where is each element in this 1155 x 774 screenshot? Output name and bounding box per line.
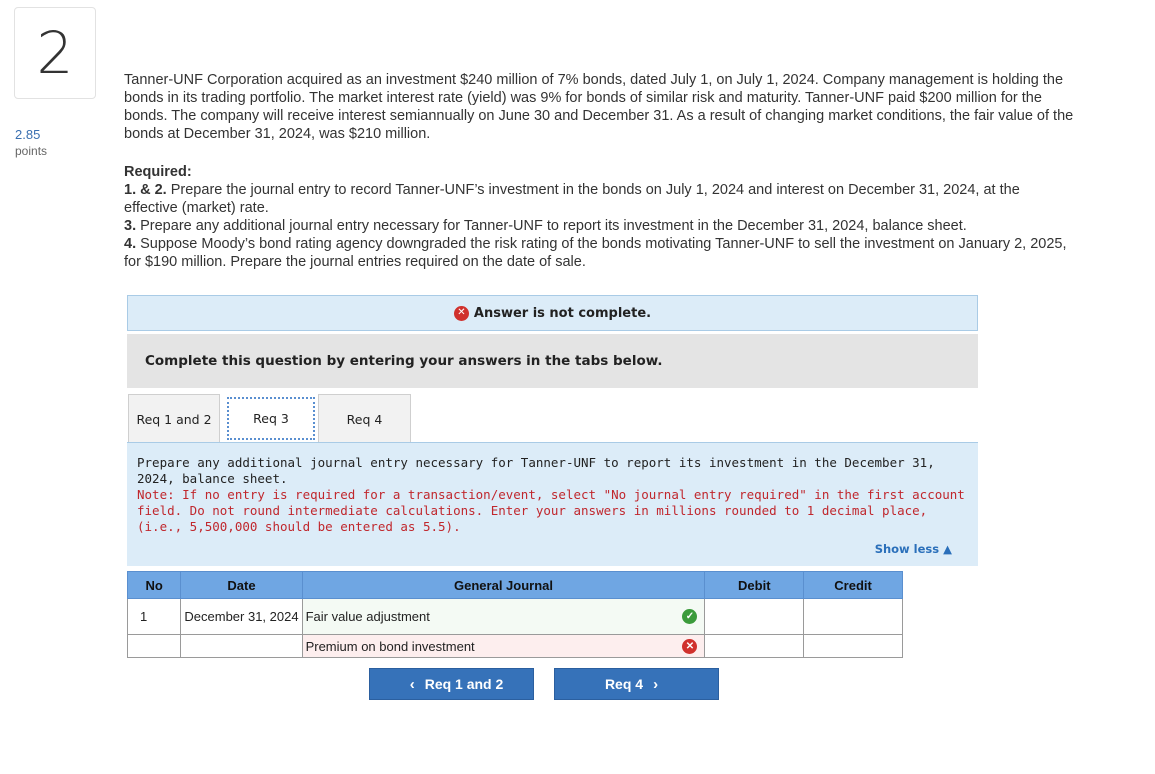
account-select[interactable]	[302, 599, 705, 635]
debit-input[interactable]	[705, 635, 804, 658]
col-header-debit: Debit	[705, 572, 804, 599]
required-item-text: Suppose Moody’s bond rating agency downgraded the risk rating of the bonds motivating Tanner-UNF to sell the investment on January 2, 2025, for $190 million. Prepare the journal entries required on the date of sale.	[124, 236, 1067, 270]
required-item	[124, 181, 1074, 217]
account-select[interactable]	[302, 635, 705, 658]
required-item-number: 3.	[124, 218, 137, 234]
chevron-left-icon: ‹	[409, 675, 415, 693]
prev-req-button[interactable]	[369, 668, 534, 700]
debit-input[interactable]	[705, 599, 804, 635]
tab-req-4[interactable]: Req 4	[318, 394, 411, 443]
col-header-credit: Credit	[804, 572, 903, 599]
next-req-label: Req 4	[604, 676, 644, 692]
credit-input[interactable]	[804, 599, 903, 635]
points-label: points	[15, 144, 48, 158]
question-content	[124, 71, 1074, 271]
triangle-up-icon: ▲	[943, 542, 952, 556]
required-item-text: Prepare any additional journal entry necessary for Tanner-UNF to report its investment in the December 31, 2024, balance sheet.	[136, 218, 967, 234]
show-less-link[interactable]	[875, 541, 952, 557]
answer-status-text: Answer is not complete.	[473, 305, 652, 321]
required-section	[124, 163, 1074, 271]
tab-req-3-label: Req 3	[253, 411, 289, 426]
prev-req-label: Req 1 and 2	[424, 676, 504, 692]
date-cell	[181, 635, 302, 658]
col-header-general-journal: General Journal	[302, 572, 705, 599]
check-icon: ✓	[682, 609, 697, 624]
cell-no	[128, 635, 181, 658]
question-number: 2	[14, 7, 96, 99]
error-x-icon: ✕	[454, 306, 469, 321]
required-item	[124, 235, 1074, 271]
tabs-instruction: Complete this question by entering your answers in the tabs below.	[127, 334, 978, 388]
tab-req-3[interactable]	[224, 394, 318, 443]
required-item-text: Prepare the journal entry to record Tanner-UNF’s investment in the bonds on July 1, 2024 and interest on December 31, 2024, at the effective (market) rate.	[124, 182, 1020, 216]
next-req-button[interactable]	[554, 668, 719, 700]
chevron-right-icon: ›	[653, 675, 659, 693]
error-x-icon: ✕	[682, 639, 697, 654]
panel-prompt: Prepare any additional journal entry necessary for Tanner-UNF to report its investment in the December 31, 2024, balance sheet.	[137, 455, 935, 486]
account-value: Premium on bond investment	[305, 638, 475, 654]
required-item-number: 4.	[124, 236, 137, 252]
show-less-label: Show less	[874, 542, 940, 556]
journal-header-row	[128, 572, 903, 599]
problem-text: Tanner-UNF Corporation acquired as an investment $240 million of 7% bonds, dated July 1, on July 1, 2024. Company management is holding the bonds in its trading portfolio. The market interest rate (yield) was 9% for bonds of similar risk and maturity. Tanner-UNF paid $200 million for the bonds. The company will receive interest semiannually on June 30 and December 31. As a result of changing market conditions, the fair value of the bonds at December 31, 2024, was $210 million.	[124, 72, 1074, 142]
account-value: Fair value adjustment	[305, 609, 430, 624]
required-item-number: 1. & 2.	[124, 182, 167, 198]
required-heading: Required:	[124, 164, 192, 180]
date-select[interactable]: December 31, 2024	[181, 599, 302, 635]
panel-note: Note: If no entry is required for a transaction/event, select "No journal entry required" in the first account field. Do not round intermediate calculations. Enter your answers in millions rounded to 1 decimal place, (i.e., 5,500,000 should be entered as 5.5).	[137, 487, 965, 534]
table-row	[128, 599, 903, 635]
journal-table	[127, 571, 903, 658]
tab-req-1-and-2[interactable]: Req 1 and 2	[128, 394, 220, 443]
cell-no: 1	[128, 599, 181, 635]
answer-status-banner	[127, 295, 978, 331]
points-display	[15, 127, 47, 159]
points-value: 2.85	[15, 127, 41, 142]
focus-outline	[227, 397, 315, 440]
credit-input[interactable]	[804, 635, 903, 658]
required-item	[124, 217, 1074, 235]
col-header-no: No	[128, 572, 181, 599]
col-header-date: Date	[181, 572, 302, 599]
tab-panel	[127, 442, 978, 566]
table-row	[128, 635, 903, 658]
